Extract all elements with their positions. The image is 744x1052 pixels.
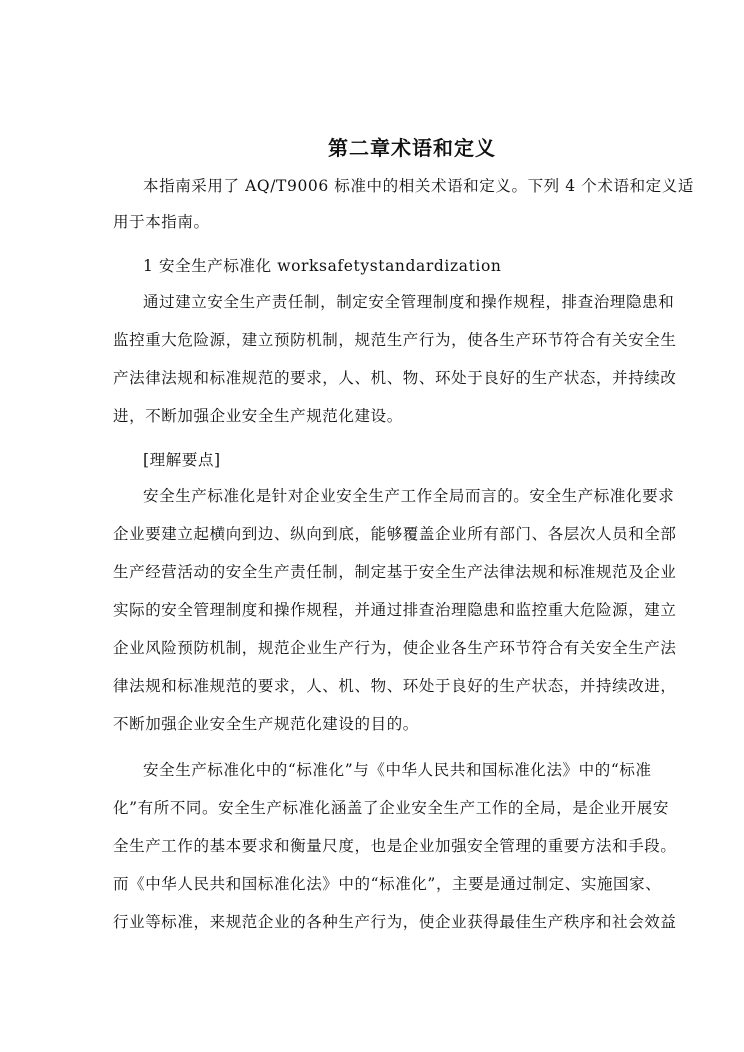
chapter-title: 第二章术语和定义 [328,136,496,160]
paragraph-line: 企业风险预防机制，规范企业生产行为，使企业各生产环节符合有关安全生产法 [113,639,677,657]
paragraph-line: 通过建立安全生产责任制，制定安全管理制度和操作规程，排查治理隐患和 [143,293,675,311]
paragraph-line: 化”有所不同。安全生产标准化涵盖了企业安全生产工作的全局，是企业开展安 [113,799,669,817]
paragraph-line: 行业等标准，来规范企业的各种生产行为，使企业获得最佳生产秩序和社会效益 [113,913,677,931]
paragraph-line: 实际的安全管理制度和操作规程，并通过排查治理隐患和监控重大危险源，建立 [113,601,677,619]
paragraph-line: 全生产工作的基本要求和衡量尺度，也是企业加强安全管理的重要方法和手段。 [113,837,677,855]
paragraph-line: 安全生产标准化中的“标准化”与《中华人民共和国标准化法》中的“标准 [143,761,652,779]
paragraph-line: 用于本指南。 [113,213,210,231]
section-label: [理解要点] [143,451,221,469]
paragraph-line: 律法规和标准规范的要求，人、机、物、环处于良好的生产状态，并持续改进， [113,677,677,695]
paragraph-line: 而《中华人民共和国标准化法》中的“标准化”，主要是通过制定、实施国家、 [113,875,662,893]
paragraph-line: 不断加强企业安全生产规范化建设的目的。 [113,715,419,733]
paragraph-line: 进，不断加强企业安全生产规范化建设。 [113,407,403,425]
paragraph-line: 监控重大危险源，建立预防机制，规范生产行为，使各生产环节符合有关安全生 [113,331,677,349]
paragraph-line: 生产经营活动的安全生产责任制，制定基于安全生产法律法规和标准规范及企业 [113,563,677,581]
paragraph-line: 安全生产标准化是针对企业安全生产工作全局而言的。安全生产标准化要求 [143,487,675,505]
term-heading: 1 安全生产标准化 worksafetystandardization [143,257,502,275]
paragraph-line: 本指南采用了 AQ/T9006 标准中的相关术语和定义。下列 4 个术语和定义适 [143,177,694,195]
paragraph-line: 产法律法规和标准规范的要求，人、机、物、环处于良好的生产状态，并持续改 [113,369,677,387]
paragraph-line: 企业要建立起横向到边、纵向到底，能够覆盖企业所有部门、各层次人员和全部 [113,525,677,543]
